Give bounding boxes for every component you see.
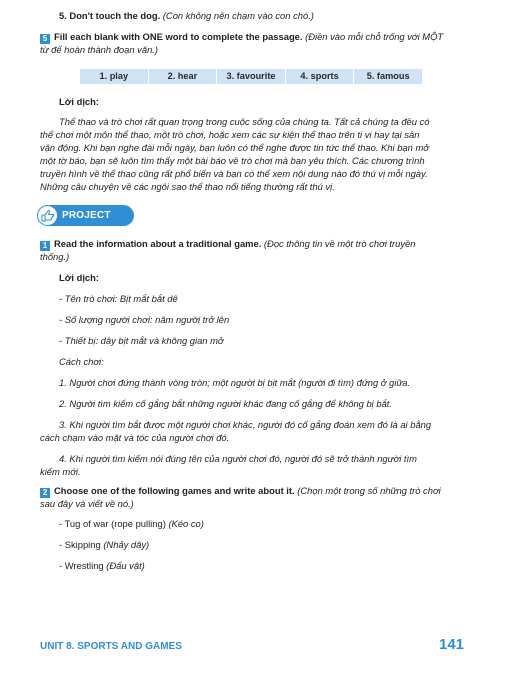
project-label: PROJECT [62, 210, 111, 221]
instruction-text: Choose one of the following games and write about it. [54, 485, 295, 496]
info-item: - Số lượng người chơi: năm người trở lên [59, 314, 230, 325]
game-option [59, 559, 145, 572]
game-translation: (Nhảy dây) [103, 539, 150, 550]
how-to-play-heading: Cách chơi: [59, 356, 104, 367]
section-5-instruction [40, 30, 480, 44]
game-name: - Wrestling [59, 560, 104, 571]
exercise-item-5 [59, 9, 314, 22]
project-banner [38, 205, 134, 226]
translation-heading: Lời dịch: [59, 272, 99, 283]
instruction-translation-cont: từ để hoàn thành đoạn văn.) [40, 44, 159, 55]
word-bank-item: 4. sports [286, 69, 355, 84]
passage-line: thể chơi một môn thể thao, một trò chơi, hoặc xem các sự kiện thể thao trên ti vi hay tại sân [40, 129, 420, 140]
info-item: - Thiết bị: dây bịt mắt và không gian mở [59, 335, 224, 346]
sentence-translation: (Con không nên chạm vào con chó.) [162, 10, 314, 21]
instruction-text: Read the information about a traditional game. [54, 238, 262, 249]
section-number-badge: 5 [40, 34, 50, 44]
step-4: 4. Khi người tìm kiếm nói đúng tên của người chơi đó, người đó sẽ trở thành người tìm [59, 453, 417, 464]
word-bank-item: 3. favourite [217, 69, 286, 84]
passage-line: Những câu chuyện về các ngôi sao thể thao nổi tiếng thường rất thú vị. [40, 181, 335, 192]
word-bank-item: 1. play [80, 69, 149, 84]
page-number: 141 [439, 636, 465, 653]
hand-pointing-icon [37, 205, 58, 226]
instruction-translation-cont: sau đây và viết về nó.) [40, 498, 134, 509]
section-2-instruction [40, 484, 480, 498]
info-item: - Tên trò chơi: Bịt mắt bắt dê [59, 293, 178, 304]
passage-line: Thể thao và trò chơi rất quan trọng trong cuộc sống của chúng ta. Tất cả chúng ta đều có [59, 116, 430, 127]
game-translation: (Đấu vật) [106, 560, 145, 571]
word-bank [80, 69, 422, 84]
game-translation: (Kéo co) [168, 518, 204, 529]
game-option [59, 517, 204, 530]
passage-line: truyền hình về thể thao cũng rất phổ biến và bạn có thể xem nội dung nào đó thú vị mỗi ngày. [40, 168, 428, 179]
unit-title: UNIT 8. SPORTS AND GAMES [40, 641, 182, 652]
section-number-badge: 1 [40, 241, 50, 251]
game-name: - Tug of war (rope pulling) [59, 518, 166, 529]
word-bank-item: 5. famous [366, 71, 410, 81]
instruction-text: Fill each blank with ONE word to complete the passage. [54, 31, 303, 42]
instruction-translation: (Đọc thông tin về một trò chơi truyền [263, 238, 416, 249]
game-option [59, 538, 149, 551]
step-1: 1. Người chơi đứng thành vòng tròn; một người bị bịt mắt (người đi tìm) đứng ở giữa. [59, 377, 411, 388]
sentence: 5. Don't touch the dog. [59, 10, 161, 21]
instruction-translation-cont: thống.) [40, 251, 70, 262]
game-name: - Skipping [59, 539, 101, 550]
step-3-cont: cách chạm vào mặt và tóc của người chơi đó. [40, 432, 230, 443]
instruction-translation: (Chọn một trong số những trò chơi [297, 485, 441, 496]
passage-translation [40, 115, 480, 193]
passage-line: vận động. Khi bạn nghe đài mỗi ngày, bạn luôn có thể nghe được tin tức thể thao. Khi bạn mở [40, 142, 429, 153]
section-number-badge: 2 [40, 488, 50, 498]
passage-line: một tờ báo, bạn sẽ luôn tìm thấy một bài báo về trò chơi mà bạn yêu thích. Các chương trình [40, 155, 425, 166]
section-1-instruction [40, 237, 480, 251]
step-2: 2. Người tìm kiếm cố gắng bắt những người khác đang cố gắng để không bị bắt. [59, 398, 393, 409]
translation-heading: Lời dịch: [59, 96, 99, 107]
step-3: 3. Khi người tìm bắt được một người chơi khác, người đó cố gắng đoán xem đó là ai bằng [59, 419, 432, 430]
instruction-translation: (Điền vào mỗi chỗ trống với MỘT [305, 31, 444, 42]
word-bank-item: 2. hear [149, 69, 218, 84]
step-4-cont: kiếm mới. [40, 466, 81, 477]
